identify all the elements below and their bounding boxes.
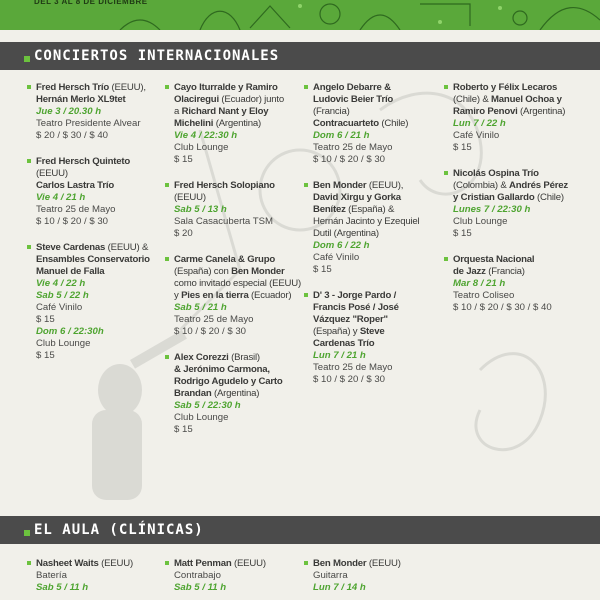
artist-country: (Brasil) xyxy=(228,352,260,363)
concert-entry xyxy=(174,82,306,166)
artist-country: (España) y xyxy=(313,326,360,337)
concert-entry xyxy=(453,168,593,240)
show-datetime: Mar 8 / 21 h xyxy=(453,278,506,289)
artist-name: Ben Monder xyxy=(231,266,285,277)
price: $ 15 xyxy=(313,264,332,275)
artist-name: Benítez xyxy=(313,204,346,215)
venue: Teatro 25 de Mayo xyxy=(36,204,116,215)
bullet-icon xyxy=(27,245,31,249)
venue: Café Vinilo xyxy=(453,130,500,141)
venue: Club Lounge xyxy=(174,412,229,423)
venue: Club Lounge xyxy=(174,142,229,153)
festival-dates: DEL 3 AL 8 DE DICIEMBRE xyxy=(34,0,148,6)
bullet-icon xyxy=(27,561,31,565)
artist-name: Pies en la tierra xyxy=(181,290,249,301)
price: $ 15 xyxy=(36,314,55,325)
artist-country: (EEUU), xyxy=(366,180,404,191)
artist-name: Manuel Ochoa y xyxy=(490,94,562,105)
show-datetime: Sab 5 / 22 h xyxy=(36,290,89,301)
bullet-icon xyxy=(444,171,448,175)
artist-name: Andrés Pérez xyxy=(509,180,568,191)
bullet-icon xyxy=(444,257,448,261)
show-datetime: Dom 6 / 22:30h xyxy=(36,326,104,337)
show-datetime: Lunes 7 / 22:30 h xyxy=(453,204,531,215)
artist-name: Contracuarteto xyxy=(313,118,379,129)
artist-country: (Chile) & xyxy=(453,94,491,105)
artist-name: Nasheet Waits xyxy=(36,558,99,569)
artist-connector: y xyxy=(174,290,182,301)
artist-name: Cayo Iturralde y Ramiro xyxy=(174,82,278,93)
bullet-icon xyxy=(165,561,169,565)
artist-country: (Ecuador) xyxy=(248,290,292,301)
section-title: CONCIERTOS INTERNACIONALES xyxy=(34,48,280,64)
price: $ 15 xyxy=(36,350,55,361)
artist-name: Carme Canela & Grupo xyxy=(174,254,276,265)
bullet-icon xyxy=(304,561,308,565)
artist-note: como invitado especial (EEUU) xyxy=(174,278,301,289)
artist-name: Hernán Merlo XL9tet xyxy=(36,94,126,105)
artist-name: Francis Posé / José xyxy=(313,302,399,313)
clinic-entry xyxy=(313,558,445,594)
artist-country: (Chile) xyxy=(534,192,564,203)
venue: Sala Casacuberta TSM xyxy=(174,216,274,227)
price: $ 10 / $ 20 / $ 30 xyxy=(313,374,386,385)
price: $ 15 xyxy=(174,154,193,165)
artist-name: Manuel de Falla xyxy=(36,266,105,277)
artist-country: (EEUU) xyxy=(36,168,68,179)
concert-entry xyxy=(36,242,168,362)
bullet-icon xyxy=(27,159,31,163)
artist-name: Orquesta Nacional xyxy=(453,254,535,265)
artist-country: (Argentina) xyxy=(211,388,260,399)
artist-name: y Cristian Gallardo xyxy=(453,192,535,203)
artist-name: & Jerónimo Carmona, xyxy=(174,364,270,375)
price: $ 15 xyxy=(174,424,193,435)
artist-name: Fred Hersch Solopiano xyxy=(174,180,275,191)
show-datetime: Sab 5 / 21 h xyxy=(174,302,227,313)
bullet-icon xyxy=(304,293,308,297)
bullet-icon xyxy=(27,85,31,89)
show-datetime: Lun 7 / 22 h xyxy=(453,118,506,129)
artist-name: D' 3 - Jorge Pardo / xyxy=(313,290,397,301)
artist-connector: a xyxy=(174,106,182,117)
concert-column-1 xyxy=(36,82,168,376)
artist-country: (EEUU) xyxy=(98,558,133,569)
show-datetime: Vie 4 / 22 h xyxy=(36,278,86,289)
artist-name: Nicolás Ospina Trío xyxy=(453,168,539,179)
bullet-square-icon xyxy=(24,530,30,536)
show-datetime: Vie 4 / 21 h xyxy=(36,192,86,203)
bullet-icon xyxy=(165,257,169,261)
price: $ 10 / $ 20 / $ 30 xyxy=(36,216,109,227)
bullet-icon xyxy=(165,355,169,359)
show-datetime: Lun 7 / 14 h xyxy=(313,582,366,593)
artist-name: Ensambles Conservatorio xyxy=(36,254,150,265)
artist-name: Ben Monder xyxy=(313,180,367,191)
concert-entry xyxy=(313,180,445,276)
bullet-icon xyxy=(444,85,448,89)
artist-name: Ramiro Penovi xyxy=(453,106,518,117)
section-aula-header xyxy=(0,516,600,544)
artist-name: Carlos Lastra Trío xyxy=(36,180,114,191)
concert-entry xyxy=(36,156,168,228)
section-conciertos-header xyxy=(0,42,600,70)
section-title: EL AULA (CLÍNICAS) xyxy=(34,522,204,538)
price: $ 10 / $ 20 / $ 30 / $ 40 xyxy=(453,302,552,313)
venue: Café Vinilo xyxy=(313,252,360,263)
show-datetime: Sab 5 / 22:30 h xyxy=(174,400,241,411)
concert-column-4 xyxy=(453,82,593,328)
artist-country: (EEUU) xyxy=(366,558,401,569)
concert-entry xyxy=(453,82,593,154)
concert-entry xyxy=(313,290,445,386)
venue: Teatro 25 de Mayo xyxy=(174,314,254,325)
venue: Club Lounge xyxy=(453,216,508,227)
artist-name: Ben Monder xyxy=(313,558,367,569)
instrument: Contrabajo xyxy=(174,570,221,581)
concert-entry xyxy=(453,254,593,314)
artist-name: Brandan xyxy=(174,388,212,399)
artist-name: Rodrigo Agudelo y Carto xyxy=(174,376,283,387)
artist-country: (Chile) xyxy=(378,118,409,129)
artist-name: Alex Corezzi xyxy=(174,352,229,363)
artist-name: Vázquez "Roper" xyxy=(313,314,388,325)
concert-column-2 xyxy=(174,82,306,450)
artist-name: Roberto y Félix Lecaros xyxy=(453,82,558,93)
concert-entry xyxy=(313,82,445,166)
venue: Teatro Coliseo xyxy=(453,290,515,301)
artist-note: Hernán Jacinto y Ezequiel xyxy=(313,216,420,227)
artist-country: (Francia) xyxy=(485,266,525,277)
artist-name: Michelini xyxy=(174,118,214,129)
bullet-icon xyxy=(304,85,308,89)
show-datetime: Lun 7 / 21 h xyxy=(313,350,366,361)
show-datetime: Vie 4 / 22:30 h xyxy=(174,130,238,141)
show-datetime: Sab 5 / 11 h xyxy=(36,582,89,593)
artist-name: Matt Penman xyxy=(174,558,232,569)
concert-entry xyxy=(174,180,306,240)
concert-column-3 xyxy=(313,82,445,400)
clinic-entry xyxy=(36,558,168,594)
artist-country: (EEUU) xyxy=(174,192,206,203)
artist-name: Cardenas Trío xyxy=(313,338,375,349)
clinic-entry xyxy=(174,558,306,594)
artist-name: David Xirgu y Gorka xyxy=(313,192,401,203)
show-datetime: Sab 5 / 13 h xyxy=(174,204,227,215)
price: $ 20 xyxy=(174,228,193,239)
artist-name: Steve Cardenas xyxy=(36,242,106,253)
artist-country: (España) con xyxy=(174,266,232,277)
artist-country: (Francia) xyxy=(313,106,350,117)
artist-name: Fred Hersch Quinteto xyxy=(36,156,131,167)
artist-country: (Argentina) xyxy=(517,106,566,117)
venue: Club Lounge xyxy=(36,338,91,349)
price: $ 15 xyxy=(453,142,472,153)
header-band xyxy=(0,0,600,30)
artist-name: Richard Nant y Eloy xyxy=(181,106,269,117)
bullet-icon xyxy=(165,183,169,187)
bullet-icon xyxy=(165,85,169,89)
artist-name: Olaciregui xyxy=(174,94,219,105)
instrument: Guitarra xyxy=(313,570,348,581)
artist-country: (España) & xyxy=(345,204,395,215)
venue: Teatro 25 de Mayo xyxy=(313,362,393,373)
artist-country: (Ecuador) junto xyxy=(218,94,284,105)
artist-country: (Argentina) xyxy=(213,118,261,129)
concert-entry xyxy=(174,254,306,338)
artist-country: (EEUU) xyxy=(231,558,266,569)
artist-name: Steve xyxy=(359,326,385,337)
show-datetime: Dom 6 / 21 h xyxy=(313,130,370,141)
artist-name: de Jazz xyxy=(453,266,486,277)
venue: Café Vinilo xyxy=(36,302,83,313)
show-datetime: Dom 6 / 22 h xyxy=(313,240,370,251)
price: $ 10 / $ 20 / $ 30 xyxy=(313,154,386,165)
price: $ 15 xyxy=(453,228,472,239)
artist-country: (EEUU) & xyxy=(105,242,149,253)
venue: Teatro 25 de Mayo xyxy=(313,142,393,153)
bullet-square-icon xyxy=(24,56,30,62)
artist-name: Angelo Debarre & xyxy=(313,82,391,93)
artist-name: Ludovic Beier Trío xyxy=(313,94,394,105)
concert-entry xyxy=(174,352,306,436)
price: $ 20 / $ 30 / $ 40 xyxy=(36,130,109,141)
artist-name: Fred Hersch Trío xyxy=(36,82,110,93)
venue: Teatro Presidente Alvear xyxy=(36,118,141,129)
bullet-icon xyxy=(304,183,308,187)
instrument: Batería xyxy=(36,570,67,581)
artist-note: Dutil (Argentina) xyxy=(313,228,379,239)
show-datetime: Sab 5 / 11 h xyxy=(174,582,227,593)
show-datetime: Jue 3 / 20.30 h xyxy=(36,106,102,117)
artist-country: (EEUU), xyxy=(109,82,146,93)
artist-country: (Colombia) & xyxy=(453,180,510,191)
price: $ 10 / $ 20 / $ 30 xyxy=(174,326,247,337)
concert-entry xyxy=(36,82,168,142)
